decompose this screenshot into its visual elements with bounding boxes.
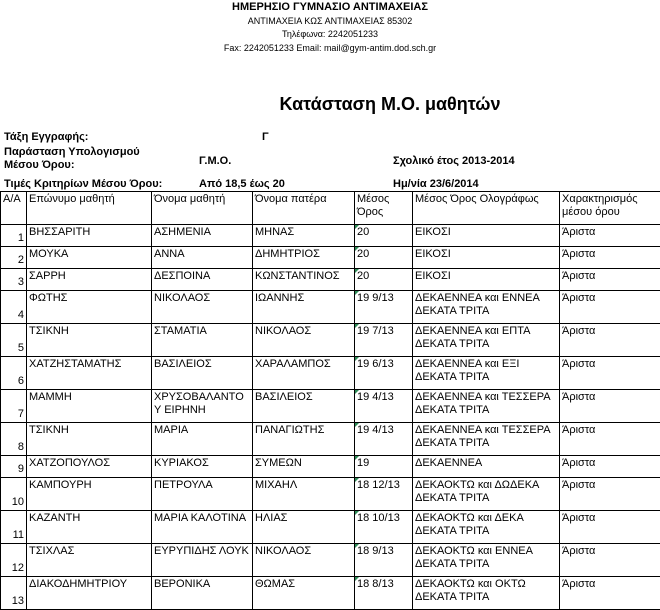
student-surname: ΜΟΥΚΑ bbox=[27, 247, 152, 269]
average-grade: Άριστα bbox=[560, 357, 660, 390]
father-name: ΒΑΣΙΛΕΙΟΣ bbox=[253, 390, 355, 423]
col-header-father: Όνομα πατέρα bbox=[253, 192, 355, 225]
average-words: ΔΕΚΑΟΚΤΩ και ΟΚΤΩ ΔΕΚΑΤΑ ΤΡΙΤΑ bbox=[413, 577, 560, 610]
average-value: 19 bbox=[355, 456, 413, 478]
student-name: ΑΝΝΑ bbox=[152, 247, 253, 269]
school-phone: Τηλέφωνα: 2242051233 bbox=[0, 28, 660, 40]
col-header-average-words: Μέσος Όρος Ολογράφως bbox=[413, 192, 560, 225]
student-surname: ΚΑΖΑΝΤΗ bbox=[27, 511, 152, 544]
father-name: ΘΩΜΑΣ bbox=[253, 577, 355, 610]
col-header-average: Μέσος Όρος bbox=[355, 192, 413, 225]
average-grade: Άριστα bbox=[560, 577, 660, 610]
col-header-aa: Α/Α bbox=[1, 192, 27, 225]
average-words: ΔΕΚΑΟΚΤΩ και ΕΝΝΕΑ ΔΕΚΑΤΑ ΤΡΙΤΑ bbox=[413, 544, 560, 577]
average-value: 19 7/13 bbox=[355, 324, 413, 357]
average-grade: Άριστα bbox=[560, 478, 660, 511]
col-header-name: Όνομα μαθητή bbox=[152, 192, 253, 225]
average-grade: Άριστα bbox=[560, 225, 660, 247]
class-label: Τάξη Εγγραφής: bbox=[4, 131, 88, 144]
school-fax-email: Fax: 2242051233 Email: mail@gym-antim.dod.sch.gr bbox=[0, 42, 660, 54]
student-surname: ΤΣΙΚΝΗ bbox=[27, 324, 152, 357]
school-name: ΗΜΕΡΗΣΙΟ ΓΥΜΝΑΣΙΟ ΑΝΤΙΜΑΧΕΙΑΣ bbox=[0, 1, 660, 13]
row-number: 3 bbox=[1, 269, 27, 291]
student-name: ΝΙΚΟΛΑΟΣ bbox=[152, 291, 253, 324]
father-name: ΧΑΡΑΛΑΜΠΟΣ bbox=[253, 357, 355, 390]
calc-value: Γ.Μ.Ο. bbox=[199, 155, 231, 168]
average-value: 20 bbox=[355, 269, 413, 291]
average-value: 18 12/13 bbox=[355, 478, 413, 511]
average-words: ΔΕΚΑΕΝΝΕΑ και ΕΝΝΕΑ ΔΕΚΑΤΑ ΤΡΙΤΑ bbox=[413, 291, 560, 324]
table-row bbox=[1, 544, 660, 577]
student-name: ΔΕΣΠΟΙΝΑ bbox=[152, 269, 253, 291]
student-name: ΒΕΡΟΝΙΚΑ bbox=[152, 577, 253, 610]
table-header-row bbox=[1, 192, 660, 225]
col-header-grade: Χαρακτηρισμός μέσου όρου bbox=[560, 192, 660, 225]
average-grade: Άριστα bbox=[560, 390, 660, 423]
row-number: 12 bbox=[1, 544, 27, 577]
row-number: 5 bbox=[1, 324, 27, 357]
student-surname: ΜΑΜΜΗ bbox=[27, 390, 152, 423]
father-name: ΙΩΑΝΝΗΣ bbox=[253, 291, 355, 324]
father-name: ΗΛΙΑΣ bbox=[253, 511, 355, 544]
student-name: ΚΥΡΙΑΚΟΣ bbox=[152, 456, 253, 478]
students-table bbox=[0, 191, 660, 610]
average-value: 19 9/13 bbox=[355, 291, 413, 324]
row-number: 13 bbox=[1, 577, 27, 610]
row-number: 11 bbox=[1, 511, 27, 544]
student-surname: ΔΙΑΚΟΔΗΜΗΤΡΙΟΥ bbox=[27, 577, 152, 610]
row-number: 1 bbox=[1, 225, 27, 247]
table-row bbox=[1, 511, 660, 544]
student-surname: ΚΑΜΠΟΥΡΗ bbox=[27, 478, 152, 511]
student-name: ΑΣΗΜΕΝΙΑ bbox=[152, 225, 253, 247]
father-name: ΔΗΜΗΤΡΙΟΣ bbox=[253, 247, 355, 269]
average-words: ΕΙΚΟΣΙ bbox=[413, 247, 560, 269]
table-row bbox=[1, 324, 660, 357]
average-words: ΕΙΚΟΣΙ bbox=[413, 269, 560, 291]
table-row bbox=[1, 390, 660, 423]
average-words: ΔΕΚΑΟΚΤΩ και ΔΩΔΕΚΑ ΔΕΚΑΤΑ ΤΡΙΤΑ bbox=[413, 478, 560, 511]
father-name: ΜΗΝΑΣ bbox=[253, 225, 355, 247]
average-grade: Άριστα bbox=[560, 247, 660, 269]
average-value: 18 10/13 bbox=[355, 511, 413, 544]
average-grade: Άριστα bbox=[560, 269, 660, 291]
school-address: ΑΝΤΙΜΑΧΕΙΑ ΚΩΣ ΑΝΤΙΜΑΧΕΙΑΣ 85302 bbox=[0, 15, 660, 27]
average-grade: Άριστα bbox=[560, 544, 660, 577]
school-year: Σχολικό έτος 2013-2014 bbox=[393, 155, 515, 168]
student-name: ΜΑΡΙΑ bbox=[152, 423, 253, 456]
student-name: ΧΡΥΣΟΒΑΛΑΝΤΟ Υ ΕΙΡΗΝΗ bbox=[152, 390, 253, 423]
table-row bbox=[1, 269, 660, 291]
table-row bbox=[1, 577, 660, 610]
father-name: ΝΙΚΟΛΑΟΣ bbox=[253, 324, 355, 357]
range-label: Τιμές Κριτηρίων Μέσου Όρου: bbox=[4, 178, 162, 191]
father-name: ΜΙΧΑΗΛ bbox=[253, 478, 355, 511]
student-surname: ΒΗΣΣΑΡΙΤΗ bbox=[27, 225, 152, 247]
table-row bbox=[1, 247, 660, 269]
average-words: ΔΕΚΑΕΝΝΕΑ bbox=[413, 456, 560, 478]
student-surname: ΧΑΤΖΗΣΤΑΜΑΤΗΣ bbox=[27, 357, 152, 390]
student-surname: ΤΣΙΚΝΗ bbox=[27, 423, 152, 456]
average-words: ΔΕΚΑΕΝΝΕΑ και ΤΕΣΣΕΡΑ ΔΕΚΑΤΑ ΤΡΙΤΑ bbox=[413, 390, 560, 423]
student-surname: ΦΩΤΗΣ bbox=[27, 291, 152, 324]
student-name: ΕΥΡΥΠΙΔΗΣ ΛΟΥΚ bbox=[152, 544, 253, 577]
student-name: ΒΑΣΙΛΕΙΟΣ bbox=[152, 357, 253, 390]
student-surname: ΧΑΤΖΟΠΟΥΛΟΣ bbox=[27, 456, 152, 478]
average-words: ΕΙΚΟΣΙ bbox=[413, 225, 560, 247]
father-name: ΚΩΝΣΤΑΝΤΙΝΟΣ bbox=[253, 269, 355, 291]
student-name: ΜΑΡΙΑ ΚΑΛΟΤΙΝΑ bbox=[152, 511, 253, 544]
average-grade: Άριστα bbox=[560, 324, 660, 357]
student-surname: ΣΑΡΡΗ bbox=[27, 269, 152, 291]
father-name: ΠΑΝΑΓΙΩΤΗΣ bbox=[253, 423, 355, 456]
report-title: Κατάσταση Μ.Ο. μαθητών bbox=[0, 94, 660, 115]
table-row bbox=[1, 423, 660, 456]
row-number: 8 bbox=[1, 423, 27, 456]
average-value: 20 bbox=[355, 225, 413, 247]
average-grade: Άριστα bbox=[560, 291, 660, 324]
average-words: ΔΕΚΑΕΝΝΕΑ και ΕΠΤΑ ΔΕΚΑΤΑ ΤΡΙΤΑ bbox=[413, 324, 560, 357]
average-grade: Άριστα bbox=[560, 511, 660, 544]
average-value: 19 6/13 bbox=[355, 357, 413, 390]
student-name: ΠΕΤΡΟΥΛΑ bbox=[152, 478, 253, 511]
average-grade: Άριστα bbox=[560, 423, 660, 456]
average-value: 18 8/13 bbox=[355, 577, 413, 610]
table-row bbox=[1, 357, 660, 390]
calc-label: Παράσταση Υπολογισμού Μέσου Όρου: bbox=[4, 146, 164, 172]
range-value: Από 18,5 έως 20 bbox=[199, 178, 285, 191]
row-number: 7 bbox=[1, 390, 27, 423]
table-row bbox=[1, 456, 660, 478]
report-date: Ημ/νία 23/6/2014 bbox=[393, 178, 479, 191]
col-header-surname: Επώνυμο μαθητή bbox=[27, 192, 152, 225]
table-row bbox=[1, 478, 660, 511]
average-value: 20 bbox=[355, 247, 413, 269]
average-value: 19 4/13 bbox=[355, 423, 413, 456]
father-name: ΣΥΜΕΩΝ bbox=[253, 456, 355, 478]
average-grade: Άριστα bbox=[560, 456, 660, 478]
father-name: ΝΙΚΟΛΑΟΣ bbox=[253, 544, 355, 577]
row-number: 4 bbox=[1, 291, 27, 324]
average-value: 19 4/13 bbox=[355, 390, 413, 423]
class-value: Γ bbox=[262, 131, 269, 144]
row-number: 10 bbox=[1, 478, 27, 511]
student-name: ΣΤΑΜΑΤΙΑ bbox=[152, 324, 253, 357]
row-number: 2 bbox=[1, 247, 27, 269]
average-words: ΔΕΚΑΟΚΤΩ και ΔΕΚΑ ΔΕΚΑΤΑ ΤΡΙΤΑ bbox=[413, 511, 560, 544]
average-words: ΔΕΚΑΕΝΝΕΑ και ΤΕΣΣΕΡΑ ΔΕΚΑΤΑ ΤΡΙΤΑ bbox=[413, 423, 560, 456]
table-row bbox=[1, 291, 660, 324]
average-value: 18 9/13 bbox=[355, 544, 413, 577]
row-number: 9 bbox=[1, 456, 27, 478]
row-number: 6 bbox=[1, 357, 27, 390]
table-row bbox=[1, 225, 660, 247]
student-surname: ΤΣΙΧΛΑΣ bbox=[27, 544, 152, 577]
average-words: ΔΕΚΑΕΝΝΕΑ και ΕΞΙ ΔΕΚΑΤΑ ΤΡΙΤΑ bbox=[413, 357, 560, 390]
